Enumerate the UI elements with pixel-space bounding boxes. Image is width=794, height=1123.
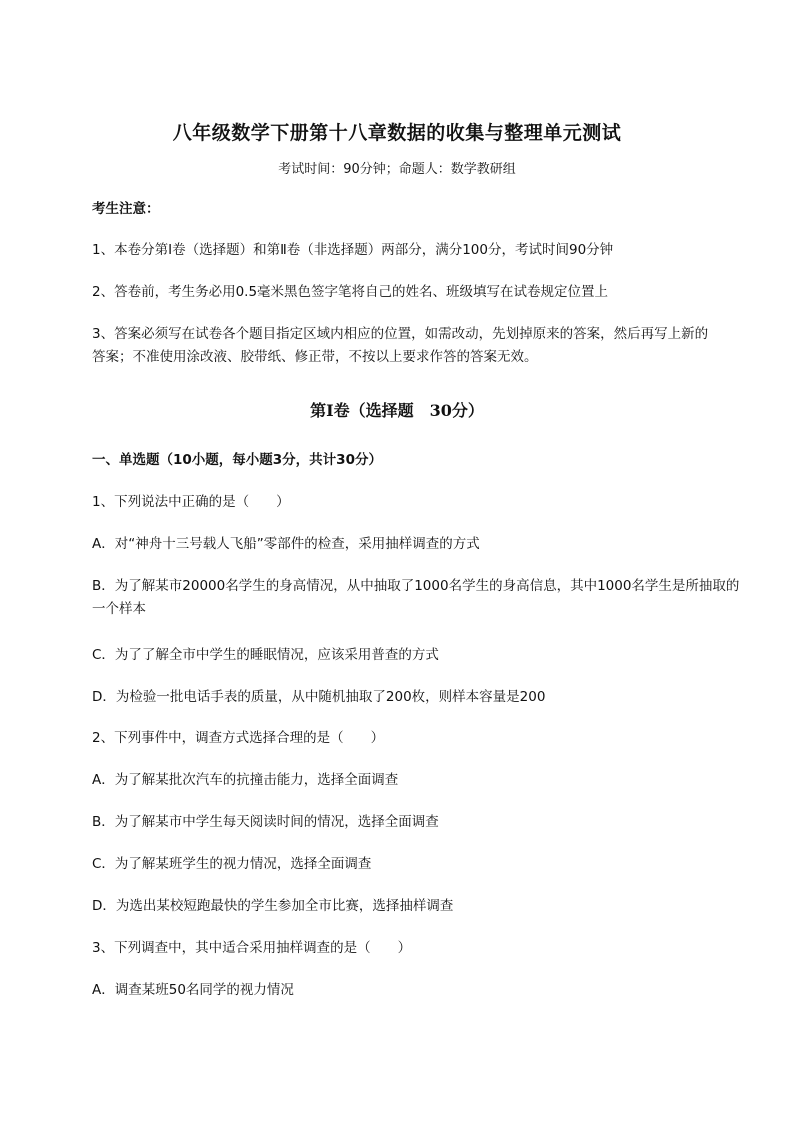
question-2-option-a: A．为了解某批次汽车的抗撞击能力，选择全面调查 — [92, 772, 399, 788]
question-3-option-a: A．调查某班50名同学的视力情况 — [92, 982, 294, 998]
question-2-option-b: B．为了解某市中学生每天阅读时间的情况，选择全面调查 — [92, 814, 439, 830]
notice-heading: 考生注意： — [92, 201, 160, 217]
question-2-stem: 2、下列事件中，调查方式选择合理的是（ ） — [92, 730, 385, 746]
question-1-option-c: C．为了了解全市中学生的睡眠情况，应该采用普查的方式 — [92, 647, 439, 663]
notice-item-3: 3、答案必须写在试卷各个题目指定区域内相应的位置，如需改动，先划掉原来的答案，然后再写上新的答案；不准使用涂改液、胶带纸、修正带，不按以上要求作答的答案无效。 — [92, 326, 709, 365]
notice-item-2: 2、答卷前，考生务必用0.5毫米黑色签字笔将自己的姓名、班级填写在试卷规定位置上 — [92, 284, 609, 300]
question-1-option-d: D．为检验一批电话手表的质量，从中随机抽取了200枚，则样本容量是200 — [92, 689, 546, 705]
part1-title: 第Ⅰ卷（选择题 30分） — [310, 401, 484, 420]
question-3-stem: 3、下列调查中，其中适合采用抽样调查的是（ ） — [92, 940, 412, 956]
notice-item-1: 1、本卷分第Ⅰ卷（选择题）和第Ⅱ卷（非选择题）两部分，满分100分，考试时间90分钟 — [92, 242, 614, 258]
page-title: 八年级数学下册第十八章数据的收集与整理单元测试 — [172, 122, 622, 144]
question-1-option-a: A．对“神舟十三号载人飞船”零部件的检查，采用抽样调查的方式 — [92, 536, 480, 552]
exam-info: 考试时间：90分钟；命题人：数学教研组 — [278, 162, 516, 177]
question-1-stem: 1、下列说法中正确的是（ ） — [92, 494, 290, 510]
section-heading: 一、单选题（10小题，每小题3分，共计30分） — [92, 452, 382, 468]
question-2-option-c: C．为了解某班学生的视力情况，选择全面调查 — [92, 856, 372, 872]
question-2-option-d: D．为选出某校短跑最快的学生参加全市比赛，选择抽样调查 — [92, 898, 454, 914]
question-1-option-b: B．为了解某市20000名学生的身高情况，从中抽取了1000名学生的身高信息，其中1000名学生是所抽取的一个样本 — [92, 578, 740, 617]
